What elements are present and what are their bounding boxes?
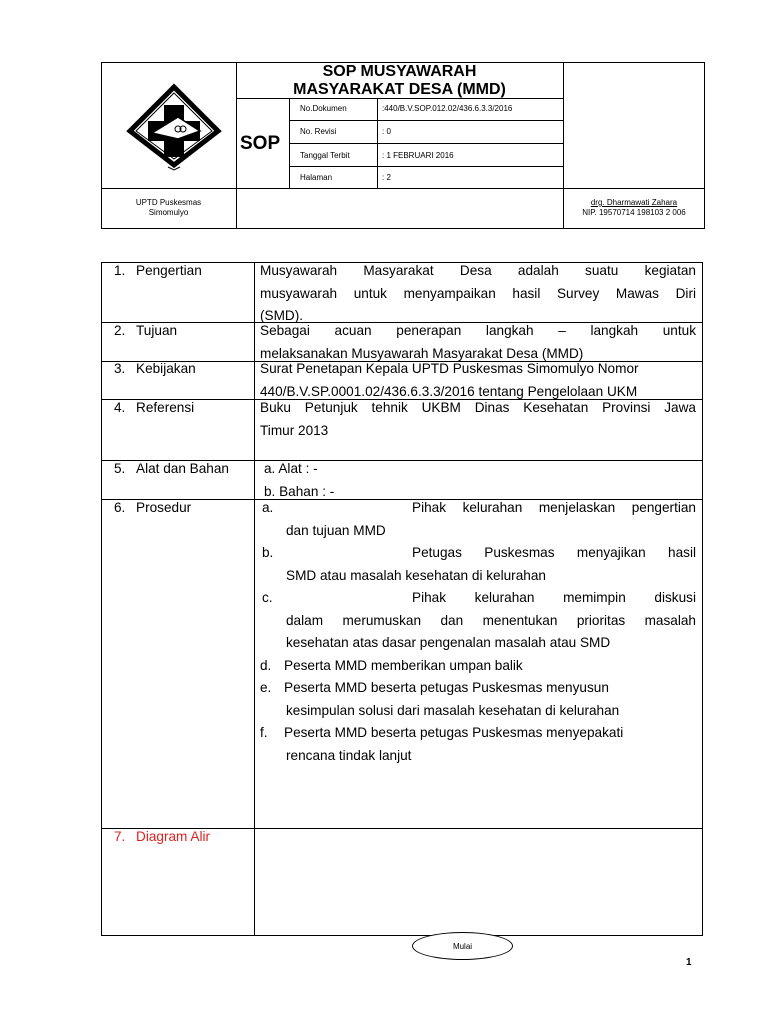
- page-number: 1: [686, 957, 692, 968]
- org-line-1: UPTD Puskesmas: [135, 198, 202, 207]
- text-line: Peserta MMD beserta petugas Puskesmas menyusun: [284, 680, 609, 695]
- procedure-item: [260, 722, 696, 767]
- item-marker: d.: [260, 657, 272, 673]
- section-4-content: [260, 397, 696, 442]
- header-divider: [289, 166, 563, 167]
- section-1-heading: [114, 260, 202, 283]
- section-label: Kebijakan: [136, 361, 196, 376]
- section-4-heading: [114, 397, 194, 420]
- text-line: dan tujuan MMD: [286, 522, 386, 538]
- section-6-heading: [114, 497, 191, 520]
- meta-label-halaman: Halaman: [300, 173, 333, 182]
- signer-nip: NIP. 19570714 198103 2 006: [582, 208, 686, 217]
- flowchart-start-oval: [412, 932, 513, 960]
- text-line: Surat Penetapan Kepala UPTD Puskesmas Simomulyo Nomor: [260, 361, 639, 376]
- section-number: 6.: [114, 500, 126, 515]
- document-title: [236, 63, 563, 99]
- section-number: 3.: [114, 361, 126, 376]
- text-line: Petugas Puskesmas menyajikan hasil: [412, 545, 696, 560]
- procedure-item: [260, 677, 696, 722]
- section-number: 4.: [114, 400, 126, 415]
- section-label: Prosedur: [136, 500, 192, 515]
- org-line-2: Simomulyo: [148, 208, 189, 217]
- text-line: a. Alat : -: [264, 461, 318, 476]
- text-line: rencana tindak lanjut: [286, 747, 412, 763]
- section-number: 1.: [114, 263, 126, 278]
- text-line: kesimpulan solusi dari masalah kesehatan di kelurahan: [286, 702, 620, 718]
- header-divider: [236, 188, 237, 229]
- text-line: kesehatan atas dasar pengenalan masalah atau SMD: [286, 635, 611, 650]
- signer-block: [563, 198, 705, 218]
- section-7-heading: [114, 826, 210, 849]
- text-line: Peserta MMD beserta petugas Puskesmas menyepakati: [284, 725, 624, 740]
- text-line: b. Bahan : -: [264, 483, 335, 499]
- item-marker: a.: [262, 500, 274, 515]
- section-6-content: [260, 497, 696, 767]
- text-line: dalam merumuskan dan menentukan prioritas masalah: [286, 612, 696, 628]
- meta-value-no-revisi: : 0: [382, 127, 391, 136]
- section-3-heading: [114, 358, 196, 381]
- section-number: 5.: [114, 461, 126, 476]
- text-line: musyawarah untuk menyampaikan hasil Survey Mawas Diri: [260, 285, 696, 301]
- text-line: SMD atau masalah kesehatan di kelurahan: [286, 567, 546, 583]
- section-label: Alat dan Bahan: [136, 461, 229, 476]
- section-number: 2.: [114, 323, 126, 338]
- meta-label-no-dokumen: No.Dokumen: [300, 104, 347, 113]
- puskesmas-logo: [126, 83, 222, 173]
- section-5-heading: [114, 458, 229, 481]
- item-marker: f.: [260, 725, 268, 740]
- item-marker: b.: [262, 545, 274, 560]
- section-label: Diagram Alir: [136, 829, 211, 844]
- header-divider: [289, 143, 563, 144]
- section-number: 7.: [114, 829, 126, 844]
- text-line: (SMD).: [260, 308, 304, 323]
- text-line: 440/B.V.SP.0001.02/436.6.3.3/2016 tentang Pengelolaan UKM: [260, 383, 638, 399]
- section-2-heading: [114, 320, 177, 343]
- text-line: Pihak kelurahan menjelaskan pengertian: [412, 500, 696, 515]
- text-line: Buku Petunjuk tehnik UKBM Dinas Kesehatan Provinsi Jawa: [260, 400, 696, 415]
- procedure-item: [260, 587, 696, 655]
- text-line: Sebagai acuan penerapan langkah – langkah untuk: [260, 323, 696, 338]
- organization-name: [101, 198, 236, 218]
- text-line: Timur 2013: [260, 422, 329, 438]
- item-marker: e.: [260, 680, 272, 695]
- section-label: Pengertian: [136, 263, 202, 278]
- section-label: Referensi: [136, 400, 195, 415]
- text-line: Peserta MMD memberikan umpan balik: [284, 657, 523, 673]
- meta-value-halaman: : 2: [382, 173, 391, 182]
- text-line: Musyawarah Masyarakat Desa adalah suatu kegiatan: [260, 263, 696, 278]
- meta-value-tanggal-terbit: : 1 FEBRUARI 2016: [382, 151, 454, 160]
- meta-label-no-revisi: No. Revisi: [300, 127, 337, 136]
- section-1-content: [260, 260, 696, 328]
- header-divider: [289, 120, 563, 121]
- content-column-divider: [254, 262, 255, 936]
- flowchart-start-label: Mulai: [452, 941, 473, 951]
- text-line: Pihak kelurahan memimpin diskusi: [412, 590, 696, 605]
- signer-name: drg. Dharmawati Zahara: [590, 198, 678, 207]
- procedure-item: [260, 655, 696, 678]
- item-marker: c.: [262, 590, 273, 605]
- title-line-1: SOP MUSYAWARAH: [322, 63, 477, 80]
- procedure-item: [260, 497, 696, 542]
- title-line-2: MASYARAKAT DESA (MMD): [293, 81, 506, 98]
- header-divider: [101, 188, 705, 189]
- meta-label-tanggal-terbit: Tanggal Terbit: [300, 151, 350, 160]
- sop-label: SOP: [240, 133, 281, 154]
- meta-value-no-dokumen: :440/B.V.SOP.012.02/436.6.3.3/2016: [382, 104, 513, 113]
- section-label: Tujuan: [136, 323, 178, 338]
- text-line: melaksanakan Musyawarah Masyarakat Desa (MMD): [260, 345, 584, 361]
- procedure-item: [260, 542, 696, 587]
